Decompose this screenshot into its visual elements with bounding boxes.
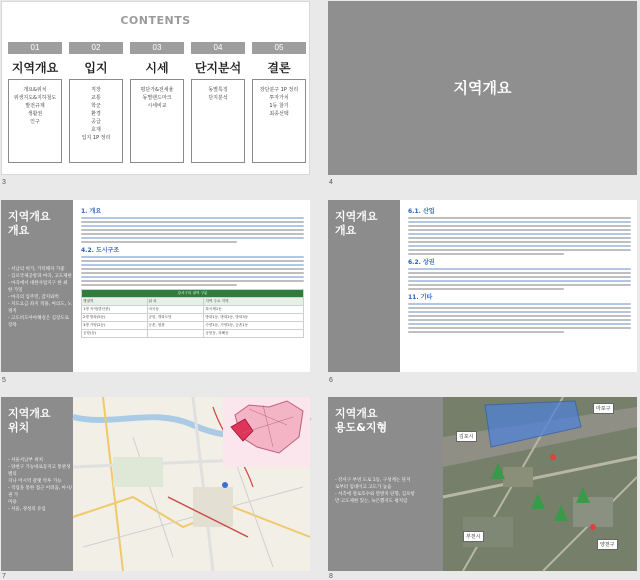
text-line [81, 268, 304, 270]
bullet-item: - 양천구 가능바로동지고 통관성 별의 [8, 465, 71, 477]
location-map [73, 397, 310, 571]
text-line [81, 256, 304, 258]
slide-number: 3 [2, 179, 6, 186]
side-title-line-2: 용도&지형 [335, 421, 388, 434]
table-row [82, 330, 304, 338]
list-item: 직장 [91, 87, 101, 93]
side-title-line-2: 개요 [335, 224, 357, 237]
column-header: 생권역 [82, 298, 148, 306]
text-line [81, 217, 304, 219]
text-line [408, 288, 564, 290]
column-number: 02 [69, 42, 123, 54]
district-table [81, 289, 304, 338]
text-line [408, 225, 631, 227]
side-title [1, 200, 73, 238]
column-title: 결론 [267, 61, 291, 75]
slide-thumbnail-7[interactable] [1, 397, 310, 571]
map-label-yangcheon: 양천구 [597, 539, 618, 550]
side-title-line-1: 지역개요 [8, 210, 51, 223]
table-cell: 등촌, 염창 [147, 322, 204, 330]
table-cell: 공항동, 과해동 [204, 330, 304, 338]
text-line [408, 303, 631, 305]
table-cell: 3생 가양(2동) [82, 322, 148, 330]
side-panel [328, 397, 443, 571]
table-cell: 공항(동) [82, 330, 148, 338]
bullet-item: - 김포국제공항과 마곡, 고도제한 [8, 274, 72, 279]
list-item: 장단분구 1P 정리 [259, 87, 299, 93]
list-item: 개요&위치 [23, 87, 47, 93]
text-line [81, 233, 304, 235]
section-heading: 4.2. 도시구조 [81, 247, 120, 254]
slide-thumbnail-5[interactable] [1, 200, 310, 372]
contents-column-3 [130, 42, 184, 163]
bullet-item: 로부터 임대이고 고도가 높음 [335, 485, 392, 490]
text-line [408, 237, 631, 239]
list-item: 최종선택 [269, 111, 289, 117]
satellite-map [443, 397, 637, 571]
slide-number: 8 [329, 573, 333, 580]
list-item: 공급 [91, 119, 101, 125]
column-title: 지역개요 [11, 61, 59, 75]
column-title: 시세 [145, 61, 169, 75]
bullet-item: - 서남의 허가, 가덕해자 가좋 [8, 267, 65, 272]
text-line [408, 315, 631, 317]
text-panel [408, 204, 631, 335]
table-cell: 2생 방화(5동) [82, 314, 148, 322]
bullet-item: - 서울서남부 위치 [8, 458, 43, 463]
bullet-item: - 지도요금 좌지 적용, 여의도, 노정지 [8, 302, 72, 314]
side-bullets [8, 457, 73, 513]
list-item: 투자가치 [269, 95, 289, 101]
section-heading: 6.2. 상권 [408, 259, 435, 266]
section-heading: 1. 개요 [81, 208, 102, 215]
text-line [81, 276, 304, 278]
column-number: 04 [191, 42, 245, 54]
text-line [81, 272, 304, 274]
text-line [408, 307, 631, 309]
side-panel [1, 200, 73, 372]
map-label-bucheon: 부천시 [463, 531, 484, 542]
text-line [408, 323, 631, 325]
column-number: 05 [252, 42, 306, 54]
slide-number: 5 [2, 377, 6, 384]
bullet-item: - 서측에 철로호수와 만방지 단향, 김포항 [335, 492, 415, 497]
list-item: 동별랜드마크 [142, 95, 172, 101]
text-line [81, 237, 304, 239]
table-cell: 방화1동, 방화2동, 방화3동 [204, 314, 304, 322]
bullet-item: - 직업을 통한 접근 어려움, 아시/권 가 [8, 486, 72, 498]
text-line [408, 245, 631, 247]
contents-column-2 [69, 42, 123, 163]
text-line [408, 276, 631, 278]
column-items [252, 79, 306, 163]
list-item: 인구 [30, 119, 40, 125]
list-item: 환경 [91, 111, 101, 117]
text-line [81, 225, 304, 227]
column-header: 위 치 [147, 298, 204, 306]
text-line [408, 221, 631, 223]
list-item: 교통 [91, 95, 101, 101]
section-heading: 6.1. 산업 [408, 208, 435, 215]
side-title [328, 397, 443, 435]
text-line [408, 268, 631, 270]
text-line [408, 284, 631, 286]
table-cell [147, 330, 204, 338]
bullet-item: - 강서구 부엉 도로 1동, 구성계는 단지 [335, 478, 411, 483]
text-line [408, 272, 631, 274]
slide-number: 7 [2, 573, 6, 580]
column-items [191, 79, 245, 163]
contents-column-4 [191, 42, 245, 163]
list-item: 생활권 [27, 111, 43, 117]
bullet-item: - 마곡의 입주민, 감지와벅 [8, 295, 59, 300]
text-line [408, 229, 631, 231]
column-header: 지역 주요 지역 [204, 298, 304, 306]
column-items [8, 79, 62, 163]
text-line [408, 241, 631, 243]
list-item: 시세비교 [147, 103, 167, 109]
column-title: 단지분석 [194, 61, 242, 75]
side-title [328, 200, 400, 238]
table-header: 강서구의 권역 구분 [82, 290, 304, 298]
table-row [82, 314, 304, 322]
slide-thumbnail-8[interactable] [328, 397, 637, 571]
side-bullets [335, 477, 415, 505]
map-graphic [73, 397, 310, 571]
list-item: 학군 [91, 103, 101, 109]
side-panel [328, 200, 400, 372]
list-item: 위생지도&지하철도 [13, 95, 57, 101]
bullet-item: 만 고도제한 있는, 녹은했지도 평지임 [335, 499, 408, 504]
contents-column-1 [8, 42, 62, 163]
bullet-item: - 고도비도아아해실은 김장도로 장목 [8, 316, 69, 328]
list-item: 동별특징 [208, 87, 228, 93]
bullet-item: 지나 어시역 갈랫 악투 가능 [8, 479, 62, 484]
text-line [81, 241, 237, 243]
column-items [69, 79, 123, 163]
text-panel [81, 204, 304, 338]
list-item: 호재 [91, 127, 101, 133]
side-bullets [8, 266, 73, 329]
bullet-item: - 마곡에서 대한사업지구 한 최 한 가잎 [8, 281, 68, 293]
text-line [81, 284, 237, 286]
slide-thumbnail-4[interactable] [328, 1, 637, 175]
side-title-line-2: 개요 [8, 224, 30, 237]
side-panel [1, 397, 73, 571]
slide-number: 6 [329, 377, 333, 384]
bullet-item: 미용 [8, 500, 17, 505]
table-cell: 공항, 개화도당 [147, 314, 204, 322]
text-line [408, 331, 564, 333]
column-title: 입지 [84, 61, 108, 75]
side-title-line-1: 지역개요 [8, 407, 51, 420]
text-line [81, 221, 304, 223]
table-cell: 마곡동 [147, 306, 204, 314]
section-title: 지역개요 [453, 79, 512, 97]
slide-thumbnail-6[interactable] [328, 200, 637, 372]
list-item: 발전규제 [25, 103, 45, 109]
table-row [82, 322, 304, 330]
bullet-item: - 서울, 경성의 유입 [8, 507, 46, 512]
text-line [81, 264, 304, 266]
table-cell: 1생 지역(발산촌) [82, 306, 148, 314]
side-title-line-2: 위치 [8, 421, 30, 434]
text-line [408, 253, 564, 255]
column-number: 01 [8, 42, 62, 54]
text-line [408, 311, 631, 313]
text-line [408, 249, 631, 251]
text-line [81, 260, 304, 262]
table-row [82, 306, 304, 314]
text-line [408, 319, 631, 321]
contents-title: CONTENTS [120, 14, 191, 27]
column-items [130, 79, 184, 163]
table-cell: 화곡제1동 [204, 306, 304, 314]
slide-number: 4 [329, 179, 333, 186]
table-cell: 가양1동, 가양2동, 등촌1동 [204, 322, 304, 330]
list-item: 입지 1P 정리 [81, 135, 111, 141]
list-item: 단지분석 [208, 95, 228, 101]
side-title-line-1: 지역개요 [335, 407, 378, 420]
slide-thumbnail-3[interactable] [1, 1, 310, 175]
contents-column-5 [252, 42, 306, 163]
text-line [408, 327, 631, 329]
map-label-gimpo: 김포시 [456, 431, 477, 442]
side-title [1, 397, 73, 435]
text-line [81, 280, 304, 282]
text-line [81, 229, 304, 231]
side-title-line-1: 지역개요 [335, 210, 378, 223]
section-heading: 11. 기타 [408, 294, 433, 301]
text-line [408, 280, 631, 282]
text-line [408, 233, 631, 235]
column-number: 03 [130, 42, 184, 54]
list-item: 평단가&전세율 [140, 87, 174, 93]
map-label-mapo: 마포구 [593, 403, 614, 414]
text-line [408, 217, 631, 219]
list-item: 1등 찰기 [269, 103, 289, 109]
